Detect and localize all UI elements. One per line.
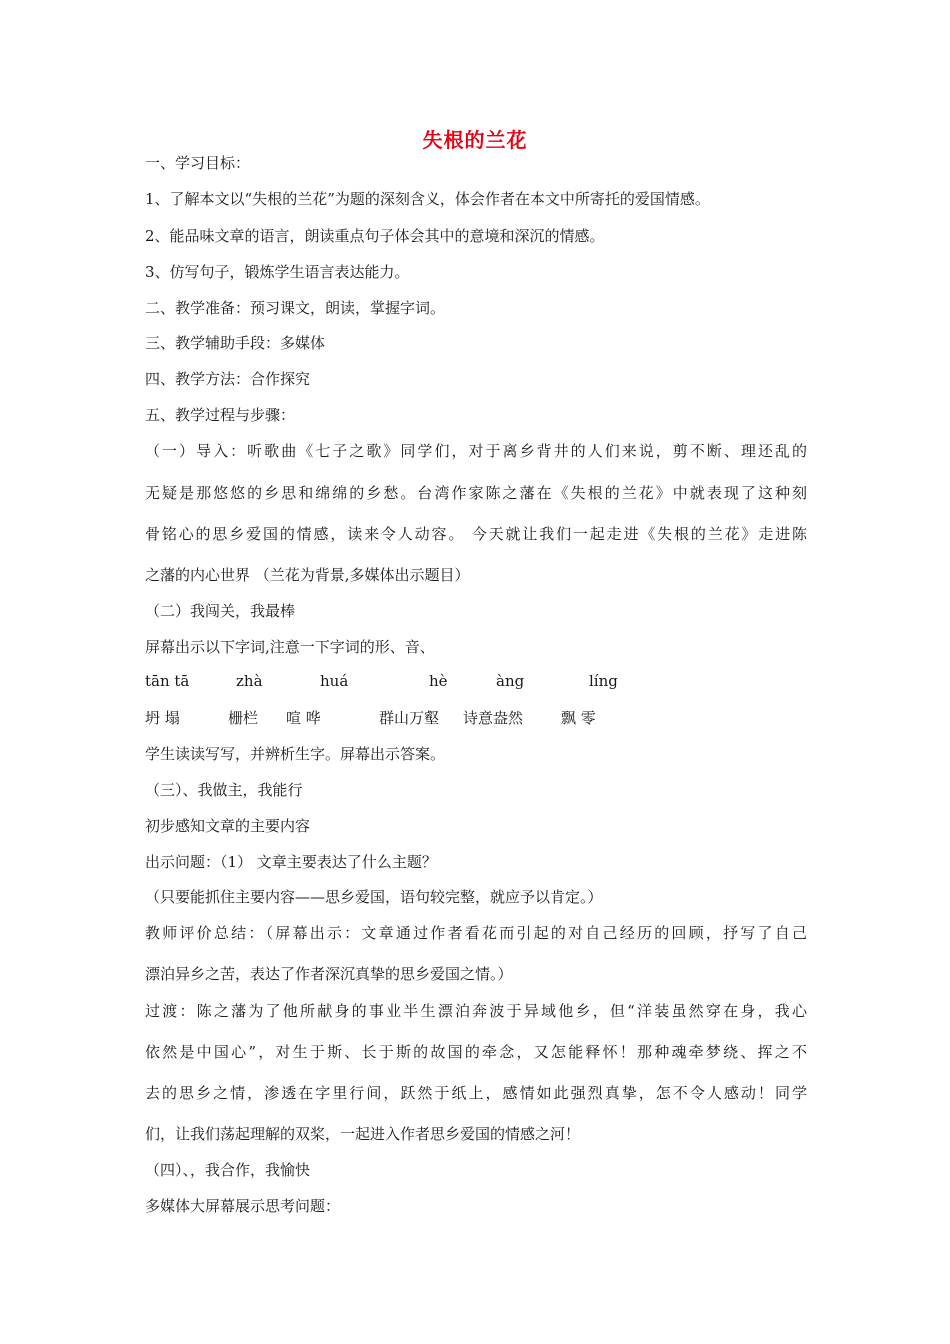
vocab-row xyxy=(145,707,807,727)
transition-paragraph-line: 去的思乡之情，渗透在字里行间，跃然于纸上，感情如此强烈真挚，怎不令人感动！同学 xyxy=(145,1084,807,1102)
pinyin-row xyxy=(145,672,807,692)
teacher-summary-line: 漂泊异乡之苦，表达了作者深沉真挚的思乡爱国之情。） xyxy=(145,965,513,983)
teacher-summary-line: 教师评价总结：（屏幕出示：文章通过作者看花而引起的对自己经历的回顾，抒写了自己 xyxy=(145,924,807,942)
transition-paragraph-line: 依然是中国心”，对生于斯、长于斯的故国的牵念，又怎能释怀！那种魂牵梦绕、挥之不 xyxy=(145,1043,807,1061)
heading-learning-goals: 一、学习目标： xyxy=(145,154,251,172)
goal-3: 3、仿写句子，锻炼学生语言表达能力。 xyxy=(145,263,410,281)
section-3-heading: （三）、我做主，我能行 xyxy=(145,781,303,799)
intro-paragraph-line: 骨铭心的思乡爱国的情感，读来令人动容。 今天就让我们一起走进《失根的兰花》走进陈 xyxy=(145,525,807,543)
section-4-heading: （四）、，我合作，我愉快 xyxy=(145,1161,311,1179)
vocab-word: 喧 哗 xyxy=(286,709,321,727)
pinyin-item: àng xyxy=(496,672,525,690)
vocab-word: 栅栏 xyxy=(228,709,259,727)
heading-teaching-aids: 三、教学辅助手段：多媒体 xyxy=(145,334,326,352)
section-2-heading: （二）我闯关，我最棒 xyxy=(145,602,296,620)
transition-paragraph-line: 们，让我们荡起理解的双桨，一起进入作者思乡爱国的情感之河！ xyxy=(145,1125,581,1143)
pinyin-item: zhà xyxy=(236,672,263,690)
intro-paragraph-line: （一）导入：听歌曲《七子之歌》同学们，对于离乡背井的人们来说，剪不断、理还乱的 xyxy=(145,442,807,460)
pinyin-item: hè xyxy=(429,672,448,690)
question-1: 出示问题：（1） 文章主要表达了什么主题？ xyxy=(145,853,437,871)
pinyin-item: líng xyxy=(589,672,618,690)
vocab-word: 坍 塌 xyxy=(145,709,180,727)
answer-note: （只要能抓住主要内容——思乡爱国，语句较完整，就应予以肯定。） xyxy=(145,888,603,906)
heading-teaching-process: 五、教学过程与步骤： xyxy=(145,406,296,424)
pinyin-item: tān tā xyxy=(145,672,190,690)
document-title: 失根的兰花 xyxy=(422,128,528,152)
vocab-word: 群山万壑 xyxy=(379,709,440,727)
intro-paragraph-line: 之藩的内心世界 （兰花为背景,多媒体出示题目） xyxy=(145,566,470,584)
section-3-intro: 初步感知文章的主要内容 xyxy=(145,817,311,835)
transition-paragraph-line: 过渡：陈之藩为了他所献身的事业半生漂泊奔波于异域他乡，但“洋装虽然穿在身，我心 xyxy=(145,1002,807,1020)
heading-preparation: 二、教学准备：预习课文，朗读，掌握字词。 xyxy=(145,299,446,317)
pinyin-item: huá xyxy=(320,672,349,690)
goal-1: 1、了解本文以“失根的兰花”为题的深刻含义，体会作者在本文中所寄托的爱国情感。 xyxy=(145,190,710,208)
section-4-intro: 多媒体大屏幕展示思考问题： xyxy=(145,1197,341,1215)
intro-paragraph-line: 无疑是那悠悠的乡思和绵绵的乡愁。台湾作家陈之藩在《失根的兰花》中就表现了这种刻 xyxy=(145,484,807,502)
vocab-word: 飘 零 xyxy=(561,709,596,727)
heading-teaching-method: 四、教学方法：合作探究 xyxy=(145,370,311,388)
vocab-followup: 学生读读写写，并辨析生字。屏幕出示答案。 xyxy=(145,745,446,763)
vocab-instruction: 屏幕出示以下字词,注意一下字词的形、音、 xyxy=(145,638,435,656)
goal-2: 2、能品味文章的语言，朗读重点句子体会其中的意境和深沉的情感。 xyxy=(145,227,605,245)
vocab-word: 诗意盎然 xyxy=(463,709,524,727)
